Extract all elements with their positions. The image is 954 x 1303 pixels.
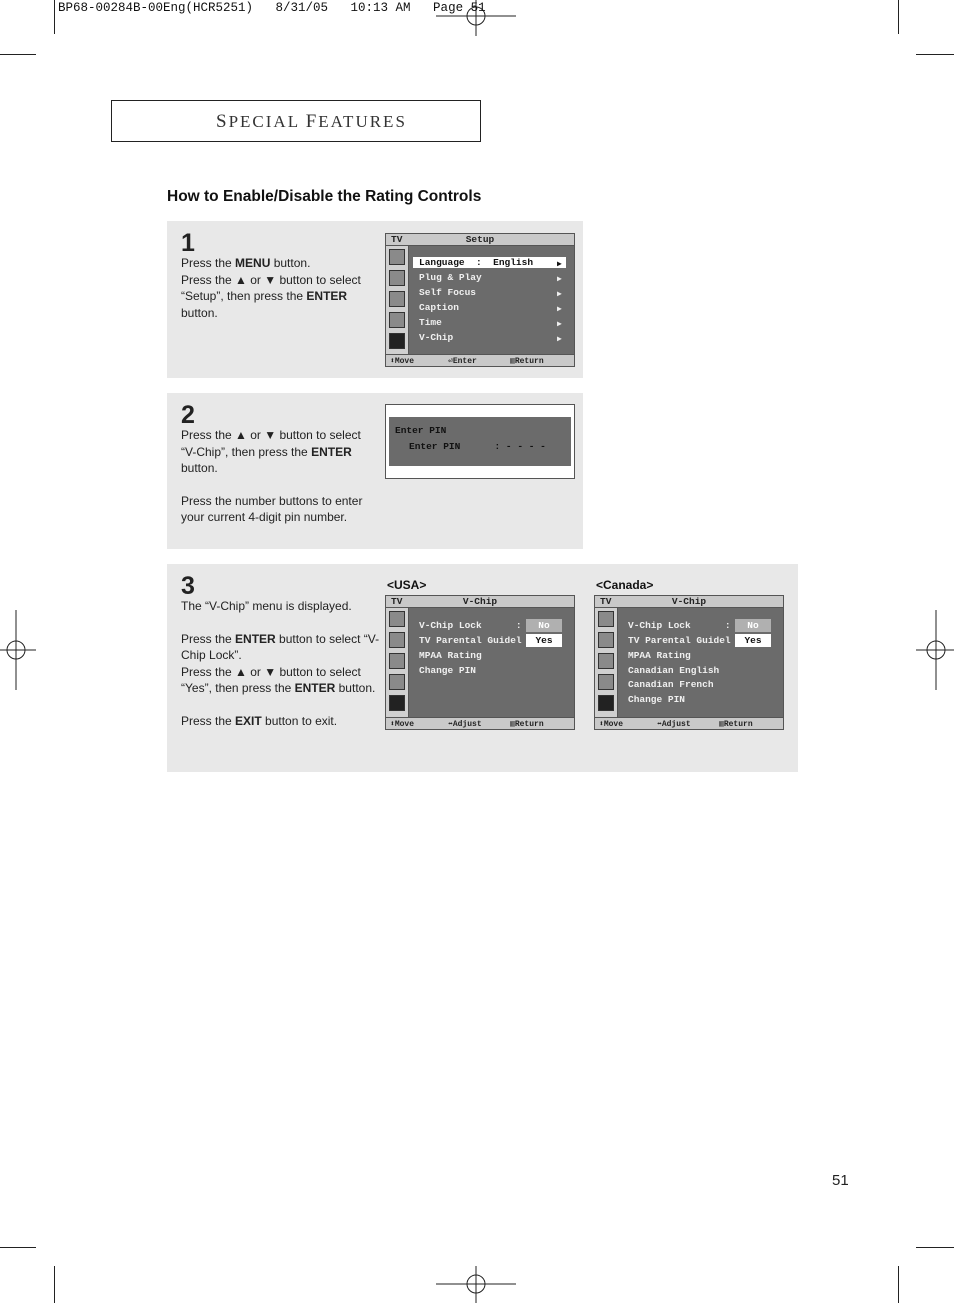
move-hint: ⬍Move xyxy=(390,720,415,729)
registration-mark-right xyxy=(916,610,954,690)
menu-item-v-chip[interactable]: V-Chip xyxy=(419,332,454,343)
return-hint: ▥Return xyxy=(510,720,544,729)
screen-footer xyxy=(386,717,574,729)
step-2-panel xyxy=(167,393,583,549)
crop-mark xyxy=(898,1266,899,1303)
option-yes[interactable]: Yes xyxy=(735,634,771,647)
step-1-instructions: Press the MENU button. Press the ▲ or ▼ button to select “Setup”, then press the ENTER button. xyxy=(181,256,361,320)
screen-sidebar xyxy=(595,608,618,717)
pin-dialog xyxy=(389,417,571,466)
option-no[interactable]: No xyxy=(735,619,771,632)
section-heading: How to Enable/Disable the Rating Controls xyxy=(167,188,482,205)
menu-item-change-pin[interactable]: Change PIN xyxy=(628,694,686,705)
function-icon xyxy=(389,674,405,690)
menu-item-mpaa-rating[interactable]: MPAA Rating xyxy=(628,650,691,661)
crop-mark xyxy=(916,54,954,55)
menu-item-canadian-french[interactable]: Canadian French xyxy=(628,679,714,690)
function-icon xyxy=(598,674,614,690)
print-header: BP68-00284B-00Eng(HCR5251) 8/31/05 10:13 AM Page 51 xyxy=(58,1,486,15)
setup-menu-screen xyxy=(385,233,575,367)
menu-item-change-pin[interactable]: Change PIN xyxy=(419,665,477,676)
function-icon xyxy=(389,312,405,328)
enter-pin-screen xyxy=(385,404,575,479)
section-title: SPECIAL FEATURES xyxy=(216,111,407,132)
screen-title-bar: TV V-Chip xyxy=(595,596,783,608)
setup-icon xyxy=(389,333,405,349)
channel-icon xyxy=(389,270,405,286)
screen-title-bar: TV Setup xyxy=(386,234,574,246)
menu-item-v-chip-lock[interactable]: V-Chip Lock : xyxy=(628,620,731,631)
adjust-hint: ⬌Adjust xyxy=(448,720,482,729)
picture-icon xyxy=(598,611,614,627)
return-hint: ▥Return xyxy=(510,357,544,366)
crop-mark xyxy=(54,1266,55,1303)
step-3-panel xyxy=(167,564,798,772)
right-arrow-icon: ▶ xyxy=(557,275,562,284)
right-arrow-icon: ▶ xyxy=(557,320,562,329)
canada-label: <Canada> xyxy=(596,578,654,592)
menu-item-canadian-english[interactable]: Canadian English xyxy=(628,665,720,676)
move-hint: ⬍Move xyxy=(390,357,415,366)
option-yes[interactable]: Yes xyxy=(526,634,562,647)
crop-mark xyxy=(898,0,899,34)
screen-sidebar xyxy=(386,608,409,717)
right-arrow-icon: ▶ xyxy=(557,260,562,269)
step-number: 2 xyxy=(181,401,195,429)
right-arrow-icon: ▶ xyxy=(557,290,562,299)
menu-item-time[interactable]: Time xyxy=(419,317,442,328)
picture-icon xyxy=(389,611,405,627)
step-1-panel xyxy=(167,221,583,378)
screen-footer xyxy=(595,717,783,729)
registration-mark-left xyxy=(0,610,36,690)
pin-title: Enter PIN xyxy=(395,425,447,436)
registration-mark-bottom xyxy=(436,1264,516,1303)
screen-sidebar xyxy=(386,246,409,354)
menu-item-language[interactable]: Language : English xyxy=(413,257,566,268)
step-number: 1 xyxy=(181,229,195,257)
menu-item-plug-and-play[interactable]: Plug & Play xyxy=(419,272,482,283)
menu-item-tv-parental-guidelines[interactable]: TV Parental Guidel xyxy=(628,635,731,646)
usa-label: <USA> xyxy=(387,578,427,592)
canada-v-chip-screen xyxy=(594,595,784,730)
crop-mark xyxy=(0,1247,36,1248)
sound-icon xyxy=(598,653,614,669)
step-3-instructions: The “V-Chip” menu is displayed. Press the ENTER button to select “V- Chip Lock”. Press the ▲ or ▼ button to select “Yes”, then press the ENTER button. Press the EXIT button to exit. xyxy=(181,599,380,728)
adjust-hint: ⬌Adjust xyxy=(657,720,691,729)
enter-hint: ⏎Enter xyxy=(448,357,477,366)
setup-icon xyxy=(598,695,614,711)
page-number: 51 xyxy=(832,1172,849,1189)
crop-mark xyxy=(0,54,36,55)
picture-icon xyxy=(389,249,405,265)
step-number: 3 xyxy=(181,572,195,600)
move-hint: ⬍Move xyxy=(599,720,624,729)
step-2-instructions: Press the ▲ or ▼ button to select “V-Chip”, then press the ENTER button. Press the number buttons to enter your current 4-digit pin number. xyxy=(181,428,363,524)
menu-item-tv-parental-guidelines[interactable]: TV Parental Guidel xyxy=(419,635,522,646)
screen-footer xyxy=(386,354,574,366)
menu-item-self-focus[interactable]: Self Focus xyxy=(419,287,477,298)
menu-item-mpaa-rating[interactable]: MPAA Rating xyxy=(419,650,482,661)
right-arrow-icon: ▶ xyxy=(557,305,562,314)
channel-icon xyxy=(389,632,405,648)
crop-mark xyxy=(916,1247,954,1248)
screen-title-bar: TV V-Chip xyxy=(386,596,574,608)
option-no[interactable]: No xyxy=(526,619,562,632)
sound-icon xyxy=(389,653,405,669)
right-arrow-icon: ▶ xyxy=(557,335,562,344)
channel-icon xyxy=(598,632,614,648)
sound-icon xyxy=(389,291,405,307)
menu-item-caption[interactable]: Caption xyxy=(419,302,459,313)
setup-icon xyxy=(389,695,405,711)
pin-entry-field[interactable]: Enter PIN : - - - - xyxy=(409,441,546,452)
return-hint: ▥Return xyxy=(719,720,753,729)
section-title-box xyxy=(111,100,481,142)
crop-mark xyxy=(54,0,55,34)
menu-item-v-chip-lock[interactable]: V-Chip Lock : xyxy=(419,620,522,631)
usa-v-chip-screen xyxy=(385,595,575,730)
